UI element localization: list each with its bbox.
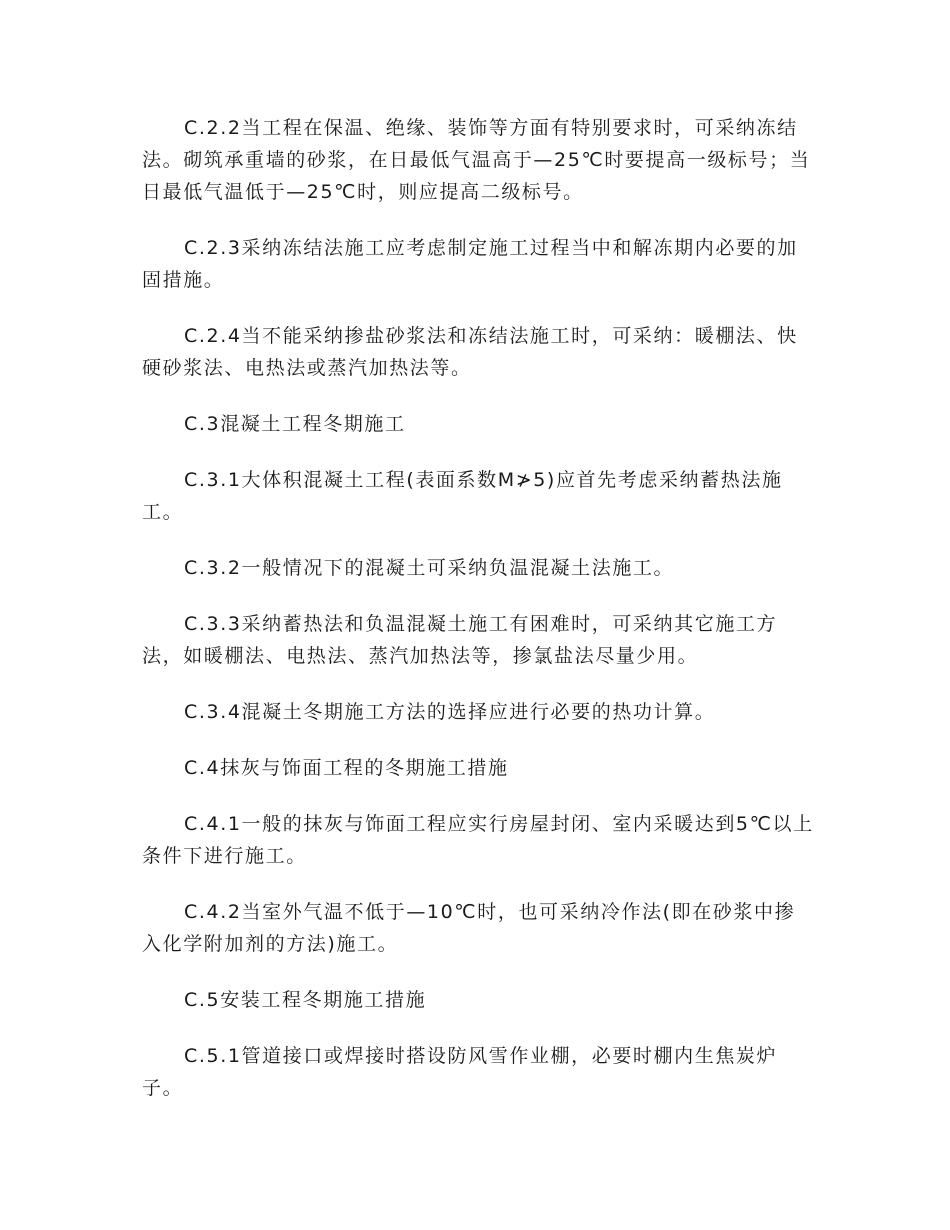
clause-c-3-4: C.3.4混凝土冬期施工方法的选择应进行必要的热功计算。	[184, 701, 716, 723]
section-heading-c-3: C.3混凝土工程冬期施工	[184, 413, 406, 435]
clause-c-2-3: C.2.3采纳冻结法施工应考虑制定施工过程当中和解冻期内必要的加固措施。	[142, 237, 798, 291]
clause-c-2-4: C.2.4当不能采纳掺盐砂浆法和冻结法施工时，可采纳：暖棚法、快硬砂浆法、电热法或蒸汽加热法等。	[142, 325, 798, 379]
clause-c-5-1: C.5.1管道接口或焊接时搭设防风雪作业棚，必要时棚内生焦炭炉子。	[142, 1045, 778, 1099]
section-heading-c-4: C.4抹灰与饰面工程的冬期施工措施	[184, 757, 509, 779]
section-heading-c-5: C.5安装工程冬期施工措施	[184, 989, 427, 1011]
clause-c-4-1: C.4.1一般的抹灰与饰面工程应实行房屋封闭、室内采暖达到5℃以上条件下进行施工。	[142, 813, 814, 867]
clause-c-3-1: C.3.1大体积混凝土工程(表面系数M≯5)应首先考虑采纳蓄热法施工。	[142, 469, 783, 523]
clause-c-4-2: C.4.2当室外气温不低于—10℃时，也可采纳冷作法(即在砂浆中掺入化学附加剂的方法)施工。	[142, 901, 796, 955]
clause-c-3-3: C.3.3采纳蓄热法和负温混凝土施工有困难时，可采纳其它施工方法，如暖棚法、电热法、蒸汽加热法等，掺氯盐法尽量少用。	[142, 613, 778, 667]
clause-c-3-2: C.3.2一般情况下的混凝土可采纳负温混凝土法施工。	[184, 557, 675, 579]
document-body	[142, 112, 814, 1128]
clause-c-2-2: C.2.2当工程在保温、绝缘、装饰等方面有特别要求时，可采纳冻结法。砌筑承重墙的砂浆，在日最低气温高于—25℃时要提高一级标号；当日最低气温低于—25℃时，则应提高二级标号。	[142, 117, 811, 203]
